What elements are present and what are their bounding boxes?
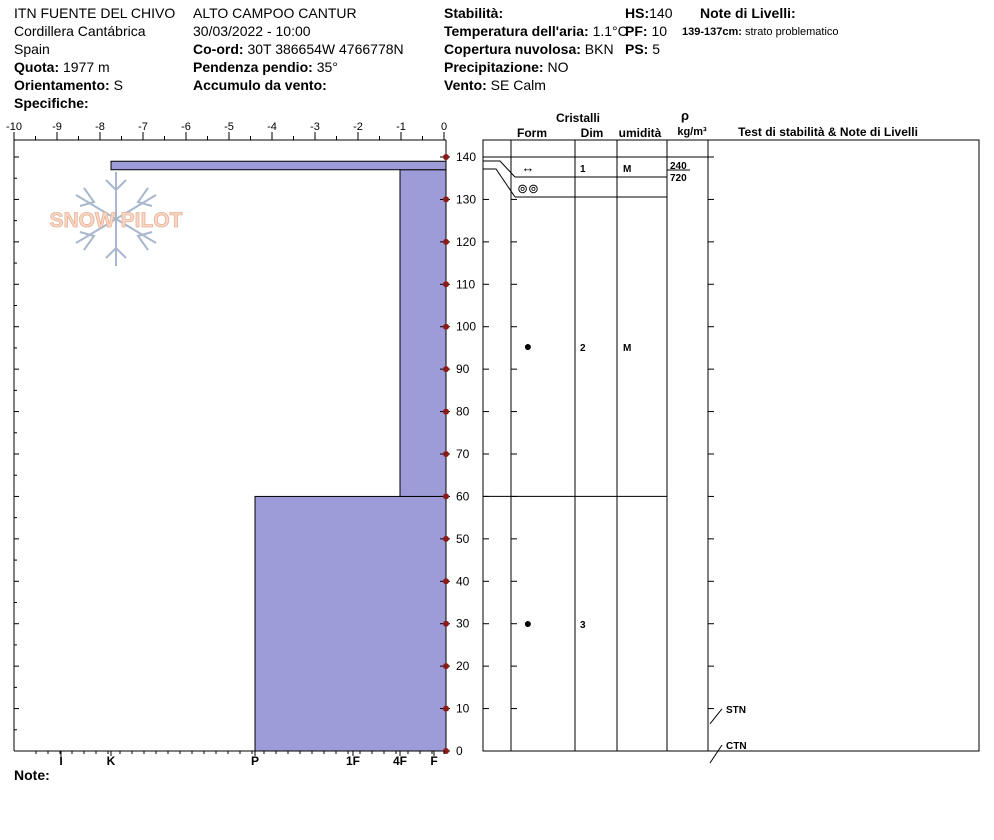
- y-tick-label: 90: [456, 362, 470, 377]
- x-tick-label: -8: [95, 121, 105, 133]
- aspect-label: Orientamento:: [14, 77, 110, 93]
- density-value: 720: [670, 173, 687, 184]
- y-tick-marker: [443, 706, 449, 712]
- y-tick-marker: [443, 409, 449, 415]
- header-tests: Test di stabilità & Note di Livelli: [738, 125, 918, 139]
- y-tick-label: 70: [456, 447, 470, 461]
- x-tick-label: -3: [310, 121, 320, 133]
- y-tick-label: 20: [456, 659, 470, 674]
- slope-value: 35°: [316, 59, 338, 75]
- stability-test-label: CTN: [726, 741, 747, 752]
- header-rho: ρ: [680, 108, 690, 123]
- hardness-layer-bar: [400, 170, 446, 497]
- date-time: 30/03/2022 - 10:00: [193, 23, 311, 39]
- location: ALTO CAMPOO CANTUR: [193, 5, 357, 21]
- watermark-text: SNOW PILOT: [49, 209, 183, 232]
- wind-label: Vento:: [444, 77, 487, 93]
- hardness-label: P: [250, 754, 260, 768]
- x-tick-label: -10: [6, 121, 22, 133]
- y-tick-marker: [443, 239, 449, 245]
- hs-label: HS:: [625, 5, 650, 21]
- y-tick-label: 30: [456, 616, 470, 631]
- crystal-table: [483, 108, 979, 763]
- pf-value: 10: [651, 23, 668, 39]
- layer-note-range: 139-137cm:: [682, 26, 742, 38]
- moisture-code: M: [623, 343, 632, 354]
- x-tick-label: -9: [52, 121, 62, 133]
- hardness-label: K: [106, 754, 116, 768]
- y-tick-marker: [443, 196, 449, 202]
- hardness-label: 1F: [345, 754, 361, 768]
- slope-label: Pendenza pendio:: [193, 59, 313, 75]
- x-tick-label: -1: [396, 121, 406, 133]
- air-temp-label: Temperatura dell'aria:: [444, 23, 589, 39]
- y-tick-marker: [443, 493, 449, 499]
- wind-value: SE Calm: [490, 77, 546, 93]
- y-tick-marker: [443, 366, 449, 372]
- grain-form-symbol: ●: [523, 615, 533, 631]
- ps-value: 5: [652, 41, 661, 57]
- stability-label: Stabilità:: [444, 5, 504, 21]
- moisture-code: M: [623, 164, 632, 175]
- test-pointer-line: [710, 709, 722, 724]
- grain-form-symbol: ⊚⊚: [517, 181, 539, 196]
- y-tick-marker: [443, 663, 449, 669]
- y-tick-marker: [443, 621, 449, 627]
- specifics-label: Specifiche:: [14, 95, 89, 111]
- layer-note-text: strato problematico: [745, 26, 839, 38]
- grain-form-symbol: ●: [523, 338, 533, 354]
- y-tick-marker: [443, 281, 449, 287]
- y-tick-label: 110: [456, 277, 476, 292]
- precip-label: Precipitazione:: [444, 59, 544, 75]
- header-density-unit: kg/m³: [677, 126, 707, 138]
- mountain-range: Cordillera Cantábrica: [14, 23, 146, 39]
- y-tick-label: 40: [456, 574, 470, 589]
- hardness-layer-bar: [255, 496, 446, 751]
- country: Spain: [14, 41, 50, 57]
- y-tick-label: 140: [456, 150, 477, 164]
- site-name: ITN FUENTE DEL CHIVO: [14, 5, 176, 21]
- hardness-label: I: [59, 754, 63, 768]
- pf-label: PF:: [625, 23, 648, 39]
- y-tick-marker: [443, 451, 449, 457]
- header-form: Form: [517, 126, 547, 140]
- aspect-value: S: [113, 77, 123, 93]
- y-tick-label: 60: [456, 489, 470, 504]
- y-tick-marker: [443, 324, 449, 330]
- x-tick-label: -5: [224, 121, 234, 133]
- precip-value: NO: [547, 59, 569, 75]
- wind-loading-label: Accumulo da vento:: [193, 77, 327, 93]
- y-tick-label: 80: [456, 404, 470, 419]
- y-tick-marker: [443, 578, 449, 584]
- grain-size: 3: [580, 620, 586, 631]
- sky-label: Copertura nuvolosa:: [444, 41, 581, 57]
- x-tick-label: -7: [138, 121, 148, 133]
- density-value: 240: [670, 161, 687, 172]
- stability-test-label: STN: [726, 704, 746, 716]
- coord-label: Co-ord:: [193, 41, 244, 57]
- y-tick-marker: [443, 154, 449, 160]
- x-tick-label: -6: [181, 121, 191, 133]
- ps-label: PS:: [625, 41, 649, 57]
- hardness-layer-bar: [111, 161, 446, 169]
- notes-label: Note:: [14, 767, 50, 783]
- air-temp-value: 1.1°C: [592, 23, 628, 39]
- x-tick-label: 0: [440, 121, 448, 133]
- test-pointer-line: [710, 745, 722, 763]
- x-tick-label: -2: [353, 121, 363, 133]
- layer-notes-label: Note di Livelli:: [700, 5, 796, 21]
- y-tick-label: 0: [456, 744, 463, 758]
- hardness-profile: [111, 161, 446, 751]
- header-moisture: umidità: [618, 126, 662, 140]
- header-crystals: Cristalli: [555, 111, 601, 125]
- y-tick-label: 50: [456, 531, 470, 546]
- sky-value: BKN: [584, 41, 614, 57]
- connector-137: [483, 169, 515, 197]
- hardness-label: F: [430, 754, 438, 768]
- header-size: Dim: [580, 126, 604, 140]
- y-tick-label: 10: [456, 701, 470, 716]
- hs-value: 140: [649, 5, 673, 21]
- grain-size: 2: [580, 343, 586, 354]
- y-tick-marker: [443, 536, 449, 542]
- x-tick-label: -4: [267, 121, 277, 133]
- grain-size: 1: [580, 164, 586, 175]
- elevation-label: Quota:: [14, 59, 60, 75]
- watermark: [50, 172, 183, 266]
- coord-value: 30T 386654W 4766778N: [247, 41, 404, 57]
- y-tick-label: 120: [456, 234, 477, 249]
- elevation-value: 1977 m: [63, 59, 110, 75]
- table-frame: [483, 140, 979, 751]
- grain-form-symbol: ↔: [521, 160, 535, 175]
- y-tick-label: 130: [456, 192, 477, 207]
- y-tick-label: 100: [456, 319, 477, 334]
- hardness-label: 4F: [392, 754, 408, 768]
